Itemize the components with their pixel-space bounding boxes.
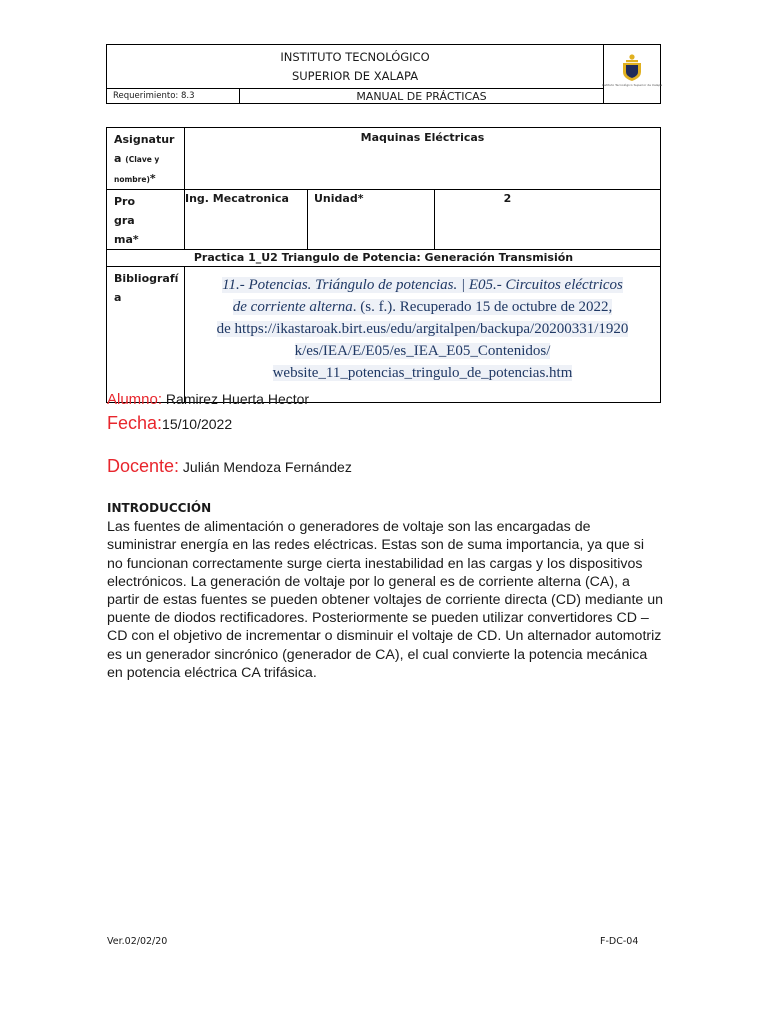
logo-cell bbox=[601, 45, 663, 104]
bibliografia-url-line-2[interactable]: k/es/IEA/E/E05/es_IEA_E05_Contenidos/ bbox=[294, 343, 551, 359]
practice-info-table bbox=[106, 127, 661, 403]
docente-value: Julián Mendoza Fernández bbox=[179, 459, 352, 475]
bibliografia-url-line-3[interactable]: website_11_potencias_tringulo_de_potencias.htm bbox=[272, 365, 573, 381]
asignatura-star: * bbox=[149, 172, 156, 185]
asignatura-label bbox=[107, 128, 185, 190]
institute-line-1: INSTITUTO TECNOLÓGICO bbox=[280, 50, 430, 64]
bibliografia-line-2-rest: . (s. f.). Recuperado 15 de octubre de 2022, bbox=[352, 299, 613, 315]
footer-version: Ver.02/02/20 bbox=[107, 936, 168, 947]
footer-code: F-DC-04 bbox=[600, 936, 639, 947]
programa-label-line-2: gra bbox=[114, 214, 135, 227]
programa-label-line-1: Pro bbox=[114, 195, 136, 208]
asignatura-note: (Clave y nombre) bbox=[114, 155, 160, 184]
institute-logo bbox=[601, 52, 663, 92]
fecha-line bbox=[107, 413, 232, 434]
bibliografia-label-line-2: a bbox=[114, 291, 122, 304]
practica-title: Practica 1_U2 Triangulo de Potencia: Generación Transmisión bbox=[107, 250, 661, 267]
introduction-body: Las fuentes de alimentación o generadores de voltaje son las encargadas de suministrar energía en las redes eléctricas. Estas son de suma importancia, ya que si no funcionan correctamente surge cierta inestabilidad en las cargas y los dispositivos electrónicos. La generación de voltaje por lo general es de corriente alterna (CA), a partir de estas fuentes se pueden obtener voltajes de corriente directa (CD) mediante un puente de diodos rectificadores. Posteriormente se pueden utilizar convertidores CD – CD con el objetivo de incrementar o disminuir el voltaje de CD. Un alternador automotriz es un generador sincrónico (generador de CA), el cual convierte la potencia mecánica en potencia eléctrica CA trifásica. bbox=[107, 519, 663, 681]
requirement-cell: Requerimiento: 8.3 bbox=[107, 89, 240, 104]
docente-line bbox=[107, 456, 352, 477]
bibliografia-line-2-italic: de corriente alterna bbox=[232, 299, 353, 315]
institute-name bbox=[107, 45, 604, 89]
institute-line-2: SUPERIOR DE XALAPA bbox=[291, 69, 419, 83]
introduction-section bbox=[107, 499, 663, 682]
fecha-value: 15/10/2022 bbox=[162, 416, 233, 432]
bibliografia-reference bbox=[185, 267, 661, 403]
alumno-value: Ramirez Huerta Hector bbox=[162, 391, 310, 407]
unidad-label: Unidad* bbox=[308, 190, 435, 250]
alumno-line bbox=[107, 391, 309, 408]
programa-value: Ing. Mecatronica bbox=[185, 190, 308, 250]
alumno-label: Alumno: bbox=[107, 391, 163, 408]
manual-title: MANUAL DE PRÁCTICAS bbox=[240, 89, 604, 104]
bibliografia-label-line-1: Bibliografí bbox=[114, 272, 179, 285]
document-header bbox=[106, 44, 661, 104]
bibliografia-line-1: 11.- Potencias. Triángulo de potencias. | E05.- Circuitos eléctricos bbox=[222, 277, 623, 293]
bibliografia-url-line-1[interactable]: de https://ikastaroak.birt.eus/edu/argitalpen/backupa/20200331/1920 bbox=[216, 321, 629, 337]
logo-caption: Instituto Tecnológico Superior de Xalapa bbox=[601, 83, 663, 87]
introduction-heading: INTRODUCCIÓN bbox=[107, 501, 212, 515]
unidad-value: 2 bbox=[435, 190, 661, 250]
asignatura-label-line-2: a bbox=[114, 152, 122, 165]
programa-label bbox=[107, 190, 185, 250]
docente-label: Docente: bbox=[107, 456, 180, 476]
fecha-label: Fecha: bbox=[107, 413, 163, 433]
asignatura-label-line-1: Asignatur bbox=[114, 133, 175, 146]
programa-label-line-3: ma* bbox=[114, 233, 139, 246]
asignatura-value: Maquinas Eléctricas bbox=[185, 128, 661, 190]
bibliografia-label bbox=[107, 267, 185, 403]
